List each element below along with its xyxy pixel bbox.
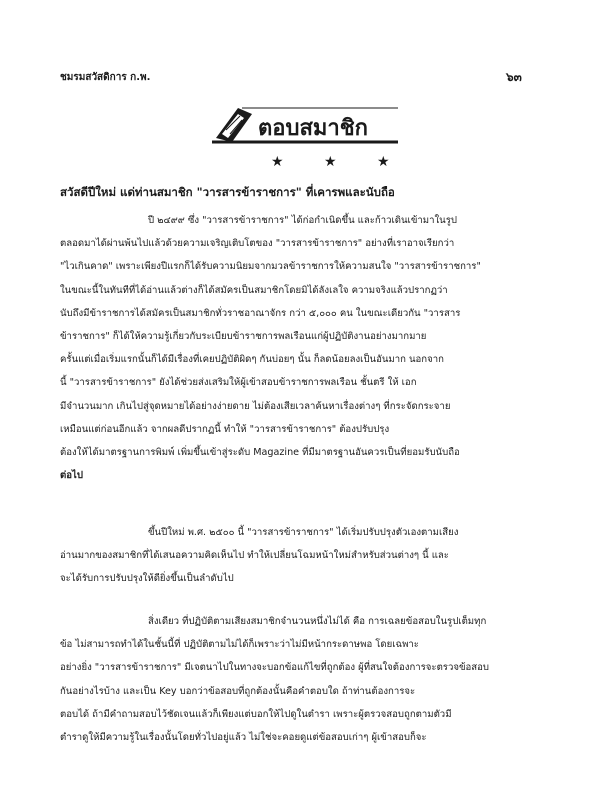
- text-line: อ่านมากของสมาชิกที่ได้เสนอความคิดเห็นไป ทำให้เปลี่ยนโฉมหน้าใหม่สำหรับส่วนต่างๆ นี้ และ: [60, 550, 449, 562]
- paragraph-2: [60, 521, 552, 591]
- text-line: ตลอดมาได้ผ่านพ้นไปแล้วด้วยความเจริญเติบโตของ "วารสารข้าราชการ" อย่างที่เราอาจเรียกว่า: [60, 238, 455, 250]
- text-line: ต้องให้ได้มาตรฐานการพิมพ์ เพิ่มขึ้นเข้าสู่ระดับ Magazine ที่มีมาตรฐานอันควรเป็นที่ยอมรับนับถือ: [60, 447, 460, 459]
- text-line: ปี ๒๔๙๙ ซึ่ง "วารสารข้าราชการ" ได้ก่อกำเนิดขึ้น และก้าวเดินเข้ามาในรูป: [148, 215, 457, 226]
- text-line: อย่างยิ่ง "วารสารข้าราชการ" มีเจตนาไปในทางจะบอกข้อแก้ไขที่ถูกต้อง ผู้ที่สนใจต้องการจะตรวจข้อสอบ: [60, 662, 489, 674]
- paragraph-3: [60, 610, 552, 749]
- text-line: จะได้รับการปรับปรุงให้ดียิ่งขึ้นเป็นลำดับไป: [60, 573, 234, 585]
- text-line: กันอย่างไรบ้าง และเป็น Key บอกว่าข้อสอบที่ถูกต้องนั้นคือคำตอบใด ถ้าท่านต้องการจะ: [60, 685, 416, 697]
- section-stars: ★ ★ ★: [271, 154, 408, 170]
- paragraph-1: [60, 209, 552, 487]
- text-line: ขึ้นปีใหม่ พ.ศ. ๒๕๐๐ นี้ "วารสารข้าราชการ" ได้เริ่มปรับปรุงตัวเองตามเสียง: [148, 527, 459, 538]
- text-line: ข้าราชการ" ก็ได้ให้ความรู้เกี่ยวกับระเบียบข้าราชการพลเรือนแก่ผู้ปฏิบัติงานอย่างมากมาย: [60, 331, 427, 343]
- text-line: ครั้นแต่เมื่อเริ่มแรกนั้นก็ได้มีเรื่องที่เคยปฏิบัติผิดๆ กันบ่อยๆ นั้น ก็ลดน้อยลงเป็นอันมาก นอกจาก: [60, 354, 444, 366]
- greeting-line: สวัสดีปีใหม่ แด่ท่านสมาชิก "วารสารข้าราชการ" ที่เคารพและนับถือ: [60, 185, 395, 199]
- text-line: "ไวเกินคาด" เพราะเพียงปีแรกก็ได้รับความนิยมจากมวลข้าราชการให้ความสนใจ "วารสารข้าราชการ": [60, 261, 481, 273]
- text-line: ตำราดูให้มีความรู้ในเรื่องนั้นโดยทั่วไปอยู่แล้ว ไม่ใช่จะคอยดูแต่ข้อสอบเก่าๆ ผู้เข้าสอบก็จะ: [60, 732, 427, 744]
- text-line: นี้ "วารสารข้าราชการ" ยังได้ช่วยส่งเสริมให้ผู้เข้าสอบข้าราชการพลเรือน ชั้นตรี ให้ เอก: [60, 377, 417, 389]
- text-line: มีจำนวนมาก เกินไปสู่จุดหมายได้อย่างง่ายดาย ไม่ต้องเสียเวลาค้นหาเรื่องต่างๆ ที่กระจัดกระจาย: [60, 400, 451, 412]
- running-header: ชมรมสวัสดิการ ก.พ.: [60, 72, 151, 83]
- text-line: ในขณะนี้ในทันทีที่ได้อ่านแล้วต่างก็ได้สมัครเป็นสมาชิกโดยมิได้ลังเลใจ ความจริงแล้วปรากฏว่า: [60, 284, 448, 296]
- text-line: ตอบได้ ถ้ามีคำถามสอบไว้ชัดเจนแล้วก็เพียงแต่บอกให้ไปดูในตำรา เพราะผู้ตรวจสอบถูกตามตัวมี: [60, 708, 452, 720]
- text-line: ต่อไป: [60, 470, 83, 482]
- text-line: เหมือนแต่ก่อนอีกแล้ว จากผลดีปรากฏนี้ ทำให้ "วารสารข้าราชการ" ต้องปรับปรุง: [60, 423, 390, 435]
- text-line: นับถึงมีข้าราชการได้สมัครเป็นสมาชิกทั่วราชอาณาจักร กว่า ๕,๐๐๐ คน ในขณะเดียวกัน "วารสาร: [60, 307, 461, 319]
- column-title: ตอบสมาชิก: [258, 116, 368, 141]
- page-number: ๖๓: [506, 70, 522, 84]
- text-line: สิ่งเดียว ที่ปฏิบัติตามเสียงสมาชิกจำนวนหนึ่งไม่ได้ คือ การเฉลยข้อสอบในรูปเต็มทุก: [148, 616, 487, 627]
- text-line: ข้อ ไม่สามารถทำได้ในชั้นนี้ที่ ปฏิบัติตามไม่ได้ก็เพราะว่าไม่มีหน้ากระดาษพอ โดยเฉพาะ: [60, 639, 419, 651]
